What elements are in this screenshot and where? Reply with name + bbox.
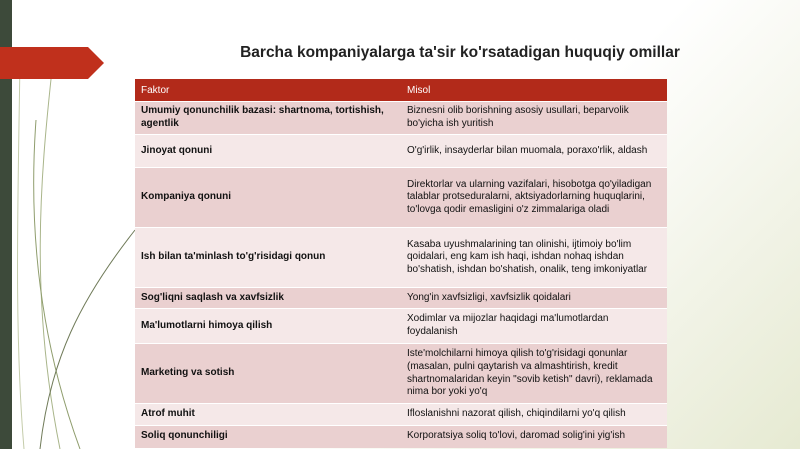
example-cell: Xodimlar va mijozlar haqidagi ma'lumotlardan foydalanish (401, 309, 667, 344)
factor-cell: Kompaniya qonuni (135, 168, 401, 228)
red-arrow-shape (0, 47, 104, 79)
example-cell: Yong'in xavfsizligi, xavfsizlik qoidalari (401, 288, 667, 309)
example-cell: Kasaba uyushmalarining tan olinishi, ijtimoiy bo'lim qoidalari, eng kam ish haqi, ishdan nohaq ishdan bo'shatish, ishdan bo'shatish, onalik, teng imkoniyatlar (401, 228, 667, 288)
table-header-row (135, 79, 667, 102)
page-title: Barcha kompaniyalarga ta'sir ko'rsatadigan huquqiy omillar (240, 44, 680, 61)
legal-factors-table (135, 79, 667, 448)
example-cell: Ifloslanishni nazorat qilish, chiqindilarni yo'q qilish (401, 404, 667, 426)
table-row (135, 309, 667, 344)
header-example: Misol (401, 79, 667, 102)
factor-cell: Soliq qonunchiligi (135, 426, 401, 448)
table-row (135, 404, 667, 426)
factor-cell: Atrof muhit (135, 404, 401, 426)
header-factor: Faktor (135, 79, 401, 102)
table-row (135, 426, 667, 448)
table-row (135, 288, 667, 309)
table-row (135, 344, 667, 404)
table-row (135, 135, 667, 168)
example-cell: O'g'irlik, insayderlar bilan muomala, poraxo'rlik, aldash (401, 135, 667, 168)
example-cell: Direktorlar va ularning vazifalari, hisobotga qo'yiladigan talablar protseduralarni, aktsiyadorlarning huquqlarini, to'lovga qodir emasligini o'z zimmalariga oladi (401, 168, 667, 228)
factor-cell: Ma'lumotlarni himoya qilish (135, 309, 401, 344)
table-row (135, 168, 667, 228)
table-row (135, 228, 667, 288)
factor-cell: Ish bilan ta'minlash to'g'risidagi qonun (135, 228, 401, 288)
example-cell: Korporatsiya soliq to'lovi, daromad solig'ini yig'ish (401, 426, 667, 448)
factor-cell: Marketing va sotish (135, 344, 401, 404)
example-cell: Biznesni olib borishning asosiy usullari, beparvolik bo'yicha ish yuritish (401, 102, 667, 135)
example-cell: Iste'molchilarni himoya qilish to'g'risidagi qonunlar (masalan, pulni qaytarish va almashtirish, kredit shartnomalaridan keyin "sovib ketish" davri), reklamada nima bor yoki yo'q (401, 344, 667, 404)
factor-cell: Jinoyat qonuni (135, 135, 401, 168)
factor-cell: Sog'liqni saqlash va xavfsizlik (135, 288, 401, 309)
factor-cell: Umumiy qonunchilik bazasi: shartnoma, tortishish, agentlik (135, 102, 401, 135)
table-row (135, 102, 667, 135)
